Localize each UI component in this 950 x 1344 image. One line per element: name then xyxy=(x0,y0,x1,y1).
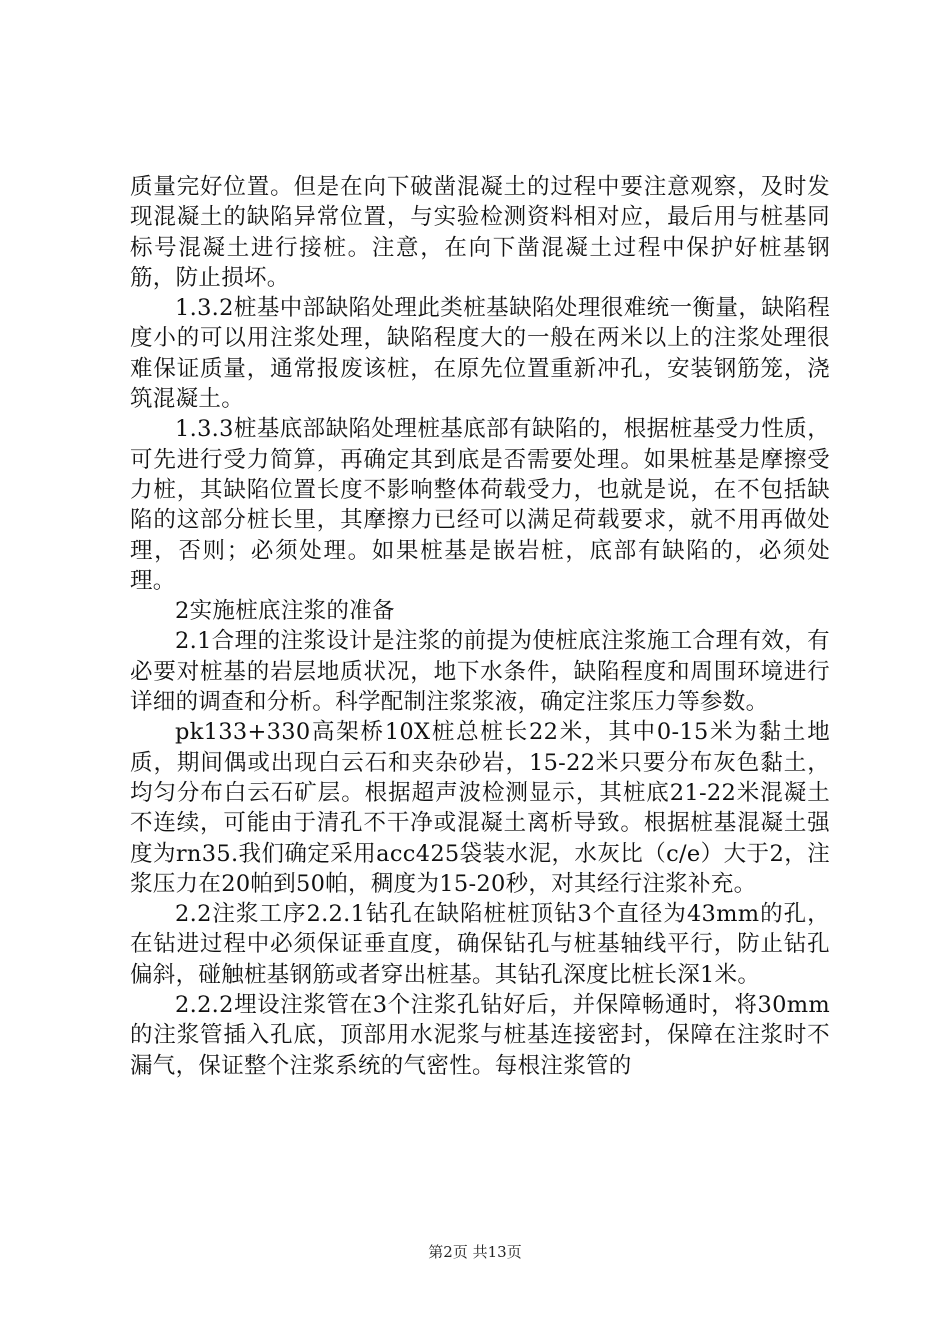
section-heading-2: 2实施桩底注浆的准备 xyxy=(175,598,395,625)
paragraph-continuation: 质量完好位置。但是在向下破凿混凝土的过程中要注意观察，及时发现混凝土的缺陷异常位置，与实验检测资料相对应，最后用与桩基同标号混凝土进行接桩。注意，在向下凿混凝土过程中保护好桩基钢筋，防止损坏。 xyxy=(130,174,830,291)
paragraph-1-3-2: 1.3.2桩基中部缺陷处理此类桩基缺陷处理很难统一衡量，缺陷程度小的可以用注浆处理，缺陷程度大的一般在两米以上的注浆处理很难保证质量，通常报废该桩，在原先位置重新冲孔，安装钢筋笼，浇筑混凝土。 xyxy=(130,295,830,413)
paragraph-2-2-2: 2.2.2埋设注浆管在3个注浆孔钻好后，并保障畅通时，将30mm的注浆管插入孔底，顶部用水泥浆与桩基连接密封，保障在注浆时不漏气，保证整个注浆系统的气密性。每根注浆管的 xyxy=(130,992,830,1079)
paragraph-2-1: 2.1合理的注浆设计是注浆的前提为使桩底注浆施工合理有效，有必要对桩基的岩层地质状况，地下水条件，缺陷程度和周围环境进行详细的调查和分析。科学配制注浆浆液，确定注浆压力等参数。 xyxy=(130,628,830,716)
paragraph-2-2: 2.2注浆工序2.2.1钻孔在缺陷桩桩顶钻3个直径为43mm的孔，在钻进过程中必须保证垂直度，确保钻孔与桩基轴线平行，防止钻孔偏斜，碰触桩基钢筋或者穿出桩基。其钻孔深度比桩长深1米。 xyxy=(130,901,830,988)
document-body xyxy=(130,172,830,1081)
paragraph-case-study: pk133+330高架桥10X桩总桩长22米，其中0-15米为黏土地质，期间偶或出现白云石和夹杂砂岩，15-22米只要分布灰色黏土，均匀分布白云石矿层。根据超声波检测显示，其桩底21-22米混凝土不连续，可能由于清孔不干净或混凝土离析导致。根据桩基混凝土强度为rn35.我们确定采用acc425袋装水泥，水灰比（c/e）大于2，注浆压力在20帕到50帕，稠度为15-20秒，对其经行注浆补充。 xyxy=(130,719,830,897)
page-number-footer: 第2页 共13页 xyxy=(428,1243,522,1261)
paragraph-1-3-3: 1.3.3桩基底部缺陷处理桩基底部有缺陷的，根据桩基受力性质，可先进行受力简算，再确定其到底是否需要处理。如果桩基是摩擦受力桩，其缺陷位置长度不影响整体荷载受力，也就是说，在不包括缺陷的这部分桩长里，其摩擦力已经可以满足荷载要求，就不用再做处理，否则；必须处理。如果桩基是嵌岩桩，底部有缺陷的，必须处理。 xyxy=(130,416,830,594)
